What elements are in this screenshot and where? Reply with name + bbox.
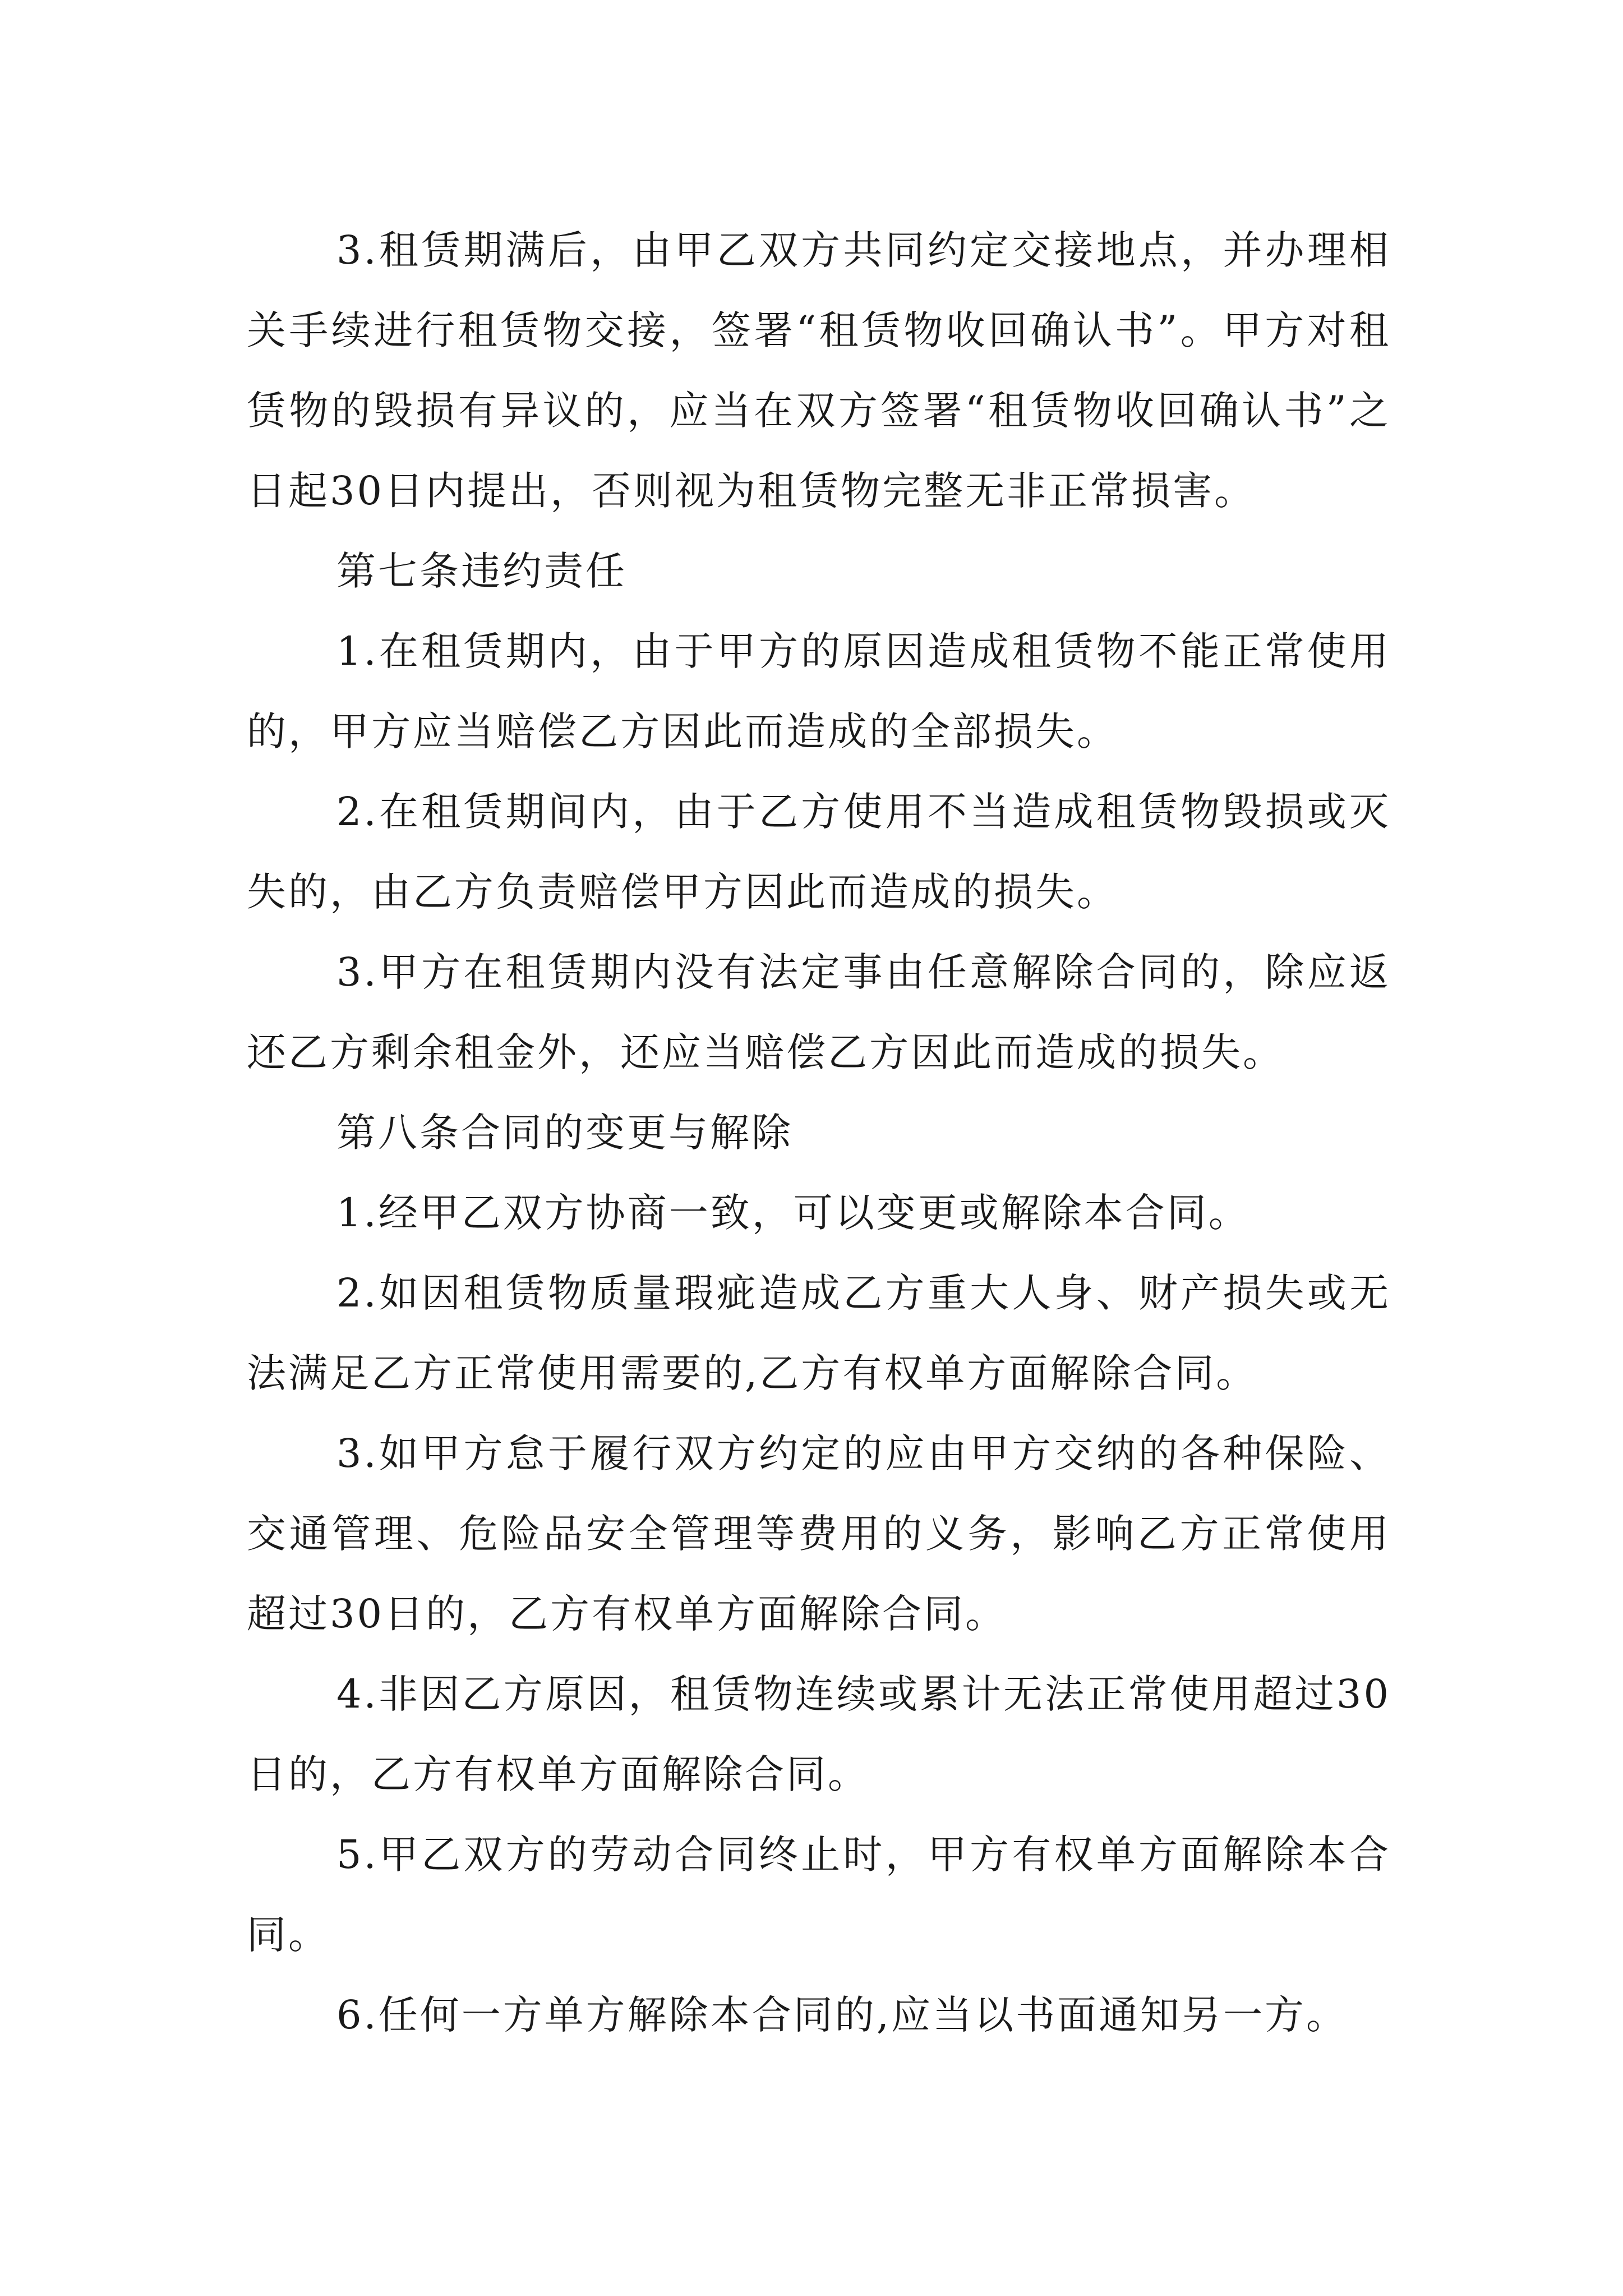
clause-8-5-paragraph: 5.甲乙双方的劳动合同终止时，甲方有权单方面解除本合同。 [247, 1832, 1391, 1958]
clause-8-1-paragraph: 1.经甲乙双方协商一致，可以变更或解除本合同。 [336, 1190, 1250, 1236]
contract-body [247, 210, 1391, 2055]
clause-6-3-paragraph: 3.租赁期满后，由甲乙双方共同约定交接地点，并办理相关手续进行租赁物交接，签署“租赁物收回确认书”。甲方对租赁物的毁损有异议的，应当在双方签署“租赁物收回确认书”之日起30日内提出，否则视为租赁物完整无非正常损害。 [247, 227, 1391, 514]
clause-8-6-paragraph: 6.任何一方单方解除本合同的,应当以书面通知另一方。 [336, 1992, 1348, 2038]
clause-8-3-paragraph: 3.如甲方怠于履行双方约定的应由甲方交纳的各种保险、交通管理、危险品安全管理等费用的义务，影响乙方正常使用超过30日的，乙方有权单方面解除合同。 [247, 1430, 1391, 1637]
article-7-heading: 第七条违约责任 [336, 548, 627, 594]
clause-7-1-paragraph: 1.在租赁期内，由于甲方的原因造成租赁物不能正常使用的，甲方应当赔偿乙方因此而造成的全部损失。 [247, 628, 1391, 754]
article-8-heading: 第八条合同的变更与解除 [336, 1110, 793, 1156]
clause-8-2-paragraph: 2.如因租赁物质量瑕疵造成乙方重大人身、财产损失或无法满足乙方正常使用需要的,乙方有权单方面解除合同。 [247, 1270, 1391, 1396]
clause-7-2-paragraph: 2.在租赁期间内，由于乙方使用不当造成租赁物毁损或灭失的，由乙方负责赔偿甲方因此而造成的损失。 [247, 789, 1391, 915]
clause-7-3-paragraph: 3.甲方在租赁期内没有法定事由任意解除合同的，除应返还乙方剩余租金外，还应当赔偿乙方因此而造成的损失。 [247, 949, 1391, 1075]
clause-8-4-paragraph: 4.非因乙方原因，租赁物连续或累计无法正常使用超过30日的，乙方有权单方面解除合同。 [247, 1671, 1391, 1797]
